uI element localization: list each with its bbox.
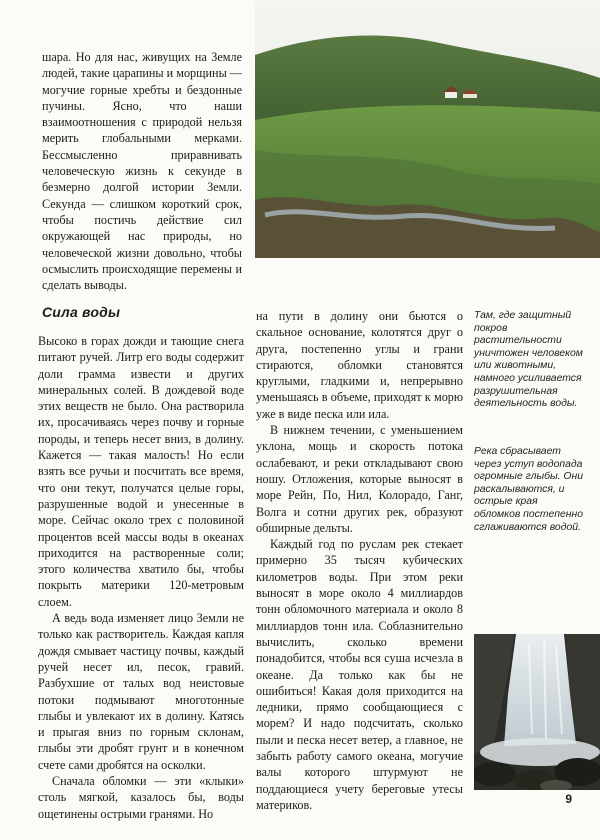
waterfall-illustration [474, 634, 600, 790]
landscape-photo [255, 0, 600, 258]
article-column-1 [38, 333, 244, 822]
landscape-illustration [255, 0, 600, 258]
paragraph: А ведь вода изменяет лицо Земли не только как растворитель. Каждая капля дождя смывает частицу почвы, каждый ручей несет ил, песок, гравий. Разбухшие от талых вод неистовые потоки подмывают многотонные глыбы и увлекают их в долину. Катясь и прыгая вниз по горным склонам, глыбы эти дробят грунт и в конечном счете сами дробятся на осколки. [38, 611, 244, 772]
paragraph: на пути в долину они бьются о скальное основание, колотятся друг о друга, постепенно углы и грани стираются, обломки становятся круглыми, гладкими и, непрерывно уменьшаясь в объеме, приходят к морю уже в виде песка или ила. [256, 309, 463, 421]
intro-text-block [42, 49, 242, 293]
waterfall-caption: Река сбрасывает через уступ водопада огромные глыбы. Они раскалываются, и острые края обломков постепенно сглаживаются водой. [474, 446, 583, 533]
paragraph: Высоко в горах дожди и тающие снега питают ручей. Литр его воды содержит доли грамма извести и других минеральных солей. В дождевой воде этих веществ не было. Она растворила их, просачиваясь через почву и горные породы, и теперь несет вниз, в долину. Кажется — такая малость! Но если взять все ручьи и посчитать все время, что они текут, получатся целые горы, разрушенные водой и унесенные в море. Сейчас около трех с половиной процентов всей массы воды в океанах приходится на растворенные соли; этого количества хватило бы, чтобы покрыть материки 120-метровым слоем. [38, 334, 244, 609]
paragraph: Сначала обломки — эти «клыки» столь мягкой, казалось бы, воды ощетинены острыми гранями. Но [38, 774, 244, 821]
landscape-caption: Там, где защитный покров растительности уничтожен человеком или животными, намного усиливается разрушительная деятельность воды. [474, 310, 583, 410]
intro-paragraph: шара. Но для нас, живущих на Земле людей, такие царапины и морщины — могучие горные хребты и бездонные пучины. Ясно, что наши взаимоотношения с природой нельзя мерить глобальными мерками. Бессмысленно приравнивать человеческую жизнь к секунде в безмерно долгой истории Земли. Секунда — слишком короткий срок, чтобы постичь действие сил окружающей нас природы, но человеческой жизни довольно, чтобы осмыслить происходящие перемены и сделать выводы. [42, 50, 242, 293]
paragraph: Каждый год по руслам рек стекает примерно 35 тысяч кубических километров воды. При этом реки выносят в море около 4 миллиардов тонн обломочного материала и около 8 миллиардов тонн ила. Соблазнительно вычислить, сколько времени понадобится, чтобы вся суша исчезла в океане. Да только как бы не ошибиться! Какая доля приходится на ледники, прямо сообщающиеся с морем? И надо подсчитать, сколько пыли и песка несет ветер, а главное, не забыть работу самого океана, могучие валы которого штурмуют не поддающиеся учету береговые утесы материков. [256, 537, 463, 812]
waterfall-photo [474, 634, 600, 790]
article-column-2 [256, 308, 463, 813]
falling-water [504, 634, 576, 746]
page-number: 9 [565, 792, 572, 806]
section-heading: Сила воды [42, 304, 121, 320]
paragraph: В нижнем течении, с уменьшением уклона, мощь и скорость потока ослабевают, и реки откладывают свою ношу. Отложения, которые выносят в море Рейн, По, Нил, Колорадо, Ганг, Волга и сотни других рек, образуют обширные дельты. [256, 423, 463, 535]
